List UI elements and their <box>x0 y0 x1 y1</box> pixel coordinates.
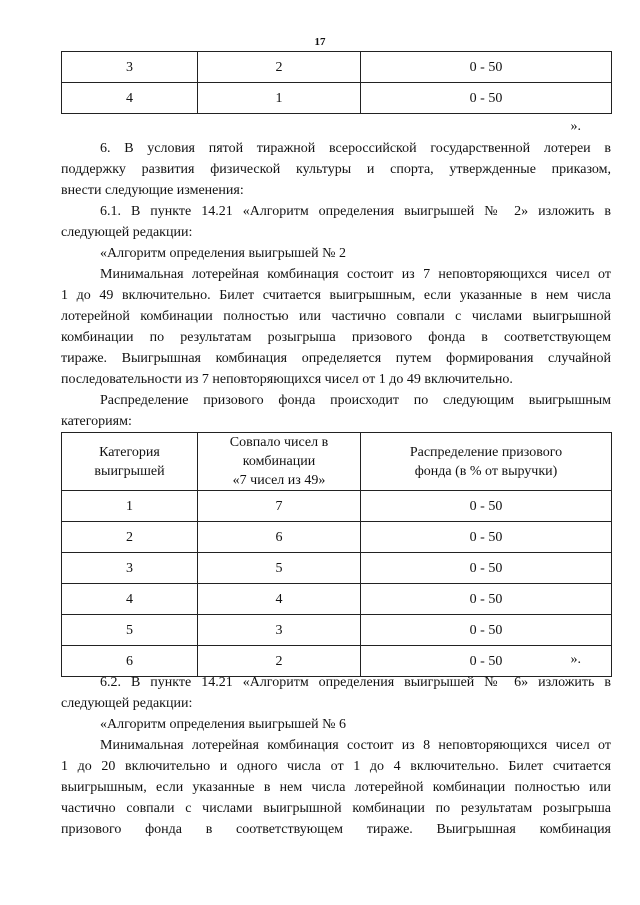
table-cell: 0 - 50 <box>361 553 612 584</box>
table-cell: 0 - 50 <box>361 491 612 522</box>
header-category <box>62 433 198 491</box>
header-matched-numbers <box>198 433 361 491</box>
table-cell: 0 - 50 <box>361 615 612 646</box>
table-cell: 2 <box>198 52 361 83</box>
table-cell: 7 <box>198 491 361 522</box>
paragraph-line: следующей редакции: <box>61 225 193 240</box>
header-text: Совпало чисел в комбинации <box>229 435 329 469</box>
paragraph-line: 1 до 49 включительно. Билет считается выигрышным, если указанные в нем числа <box>61 288 611 303</box>
table-cell: 6 <box>62 646 198 677</box>
header-text: фонда (в % от выручки) <box>414 463 558 479</box>
paragraph-line: Минимальная лотерейная комбинация состоит из 8 неповторяющихся чисел от <box>100 738 611 753</box>
header-text: Распределение призового <box>409 444 563 460</box>
table-header-row <box>62 433 612 491</box>
paragraph-line: категориям: <box>61 414 132 429</box>
table-row <box>62 491 612 522</box>
paragraph-line: призового фонда в соответствующем тираже. Выигрышная комбинация <box>61 822 611 837</box>
table-cell: 0 - 50 <box>361 522 612 553</box>
table-cell: 1 <box>62 491 198 522</box>
table-cell: 2 <box>198 646 361 677</box>
closing-quote: ». <box>570 652 581 667</box>
header-text: выигрышей <box>94 463 165 479</box>
table-cell: 4 <box>62 83 198 114</box>
paragraph-line: последовательности из 7 неповторяющихся чисел от 1 до 49 включительно. <box>61 372 513 387</box>
paragraph-line: 1 до 20 включительно и одного числа от 1 до 4 включительно. Билет считается <box>61 759 611 774</box>
table-cell: 1 <box>198 83 361 114</box>
paragraph-line: 6.1. В пункте 14.21 «Алгоритм определения выигрышей № 2» изложить в <box>100 204 611 219</box>
algorithm-title: «Алгоритм определения выигрышей № 2 <box>100 246 346 261</box>
table-cell: 4 <box>198 584 361 615</box>
paragraph-line: следующей редакции: <box>61 696 193 711</box>
paragraph-line: частично совпали с числами выигрышной комбинации по результатам розыгрыша <box>61 801 611 816</box>
table-row <box>62 615 612 646</box>
algorithm-title: «Алгоритм определения выигрышей № 6 <box>100 717 346 732</box>
table-cell: 5 <box>198 553 361 584</box>
paragraph-line: Минимальная лотерейная комбинация состоит из 7 неповторяющихся чисел от <box>100 267 611 282</box>
table-cell: 5 <box>62 615 198 646</box>
prize-table-continued <box>61 51 612 114</box>
paragraph-line: Распределение призового фонда происходит по следующим выигрышным <box>100 393 611 408</box>
table-cell: 0 - 50 <box>361 646 612 677</box>
table-cell: 4 <box>62 584 198 615</box>
table-cell: 0 - 50 <box>361 52 612 83</box>
table-cell: 0 - 50 <box>361 584 612 615</box>
closing-quote: ». <box>570 119 581 134</box>
table-row <box>62 83 612 114</box>
prize-distribution-table <box>61 432 612 677</box>
table-cell: 0 - 50 <box>361 83 612 114</box>
paragraph-line: внести следующие изменения: <box>61 183 244 198</box>
header-text: Категория <box>99 444 160 460</box>
table-row <box>62 584 612 615</box>
table-cell: 3 <box>62 553 198 584</box>
header-text: «7 чисел из 49» <box>232 473 326 488</box>
paragraph-line: 6. В условия пятой тиражной всероссийской государственной лотереи в <box>100 141 611 156</box>
paragraph-line: выигрышным, если указанные в нем числа лотерейной комбинации полностью или <box>61 780 611 795</box>
table-row <box>62 553 612 584</box>
table-cell: 2 <box>62 522 198 553</box>
table-row <box>62 52 612 83</box>
paragraph-line: поддержку развития физической культуры и спорта, утвержденные приказом, <box>61 162 611 177</box>
paragraph-line: 6.2. В пункте 14.21 «Алгоритм определения выигрышей № 6» изложить в <box>100 675 611 690</box>
table-row <box>62 522 612 553</box>
table-cell: 3 <box>198 615 361 646</box>
page-number: 17 <box>314 36 326 48</box>
paragraph-line: лотерейной комбинации полностью или частично совпали с числами выигрышной <box>61 309 611 324</box>
table-cell: 3 <box>62 52 198 83</box>
paragraph-line: комбинации по результатам розыгрыша призового фонда в соответствующем <box>61 330 611 345</box>
header-prize-distribution <box>361 433 612 491</box>
table-cell: 6 <box>198 522 361 553</box>
paragraph-line: тираже. Выигрышная комбинация определяется путем формирования случайной <box>61 351 611 366</box>
